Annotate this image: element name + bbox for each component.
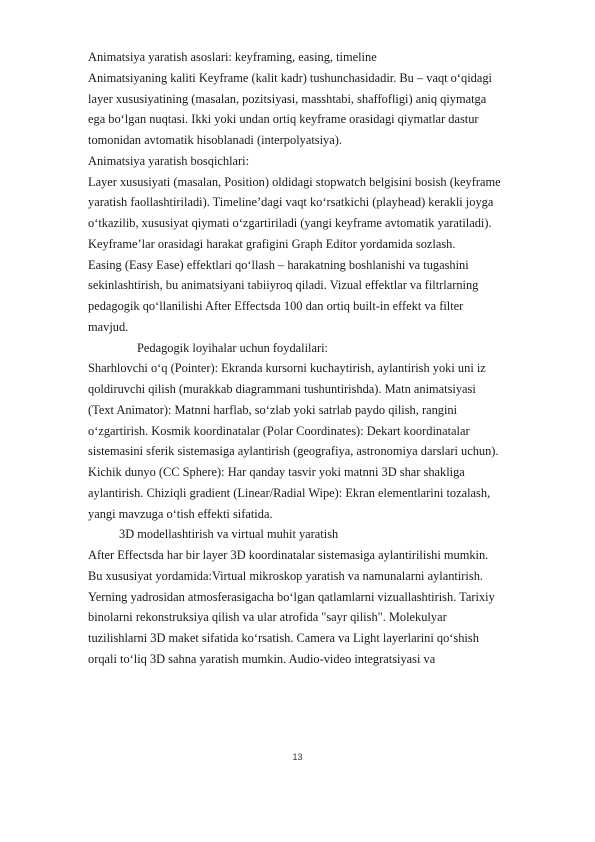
text-line: Kichik dunyo (CC Sphere): Har qanday tasvir yoki matnni 3D shar shakliga [88, 465, 465, 479]
section-heading-3d-modeling: 3D modellashtirish va virtual muhit yaratish [119, 527, 339, 542]
text-line: Easing (Easy Ease) effektlari qo‘llash – harakatning boshlanishi va tugashini [88, 257, 469, 272]
text-line: sistemasini sferik sistemasiga aylantirish (geografiya, astronomiya darslari uchun). [88, 444, 499, 459]
text-line: (Text Animator): Matnni harflab, so‘zlab yoki satrlab paydo qilish, rangini [88, 402, 458, 417]
text-line: sekinlashtirish, bu animatsiyani tabiiyroq qiladi. Vizual effektlar va filtrlarning [88, 278, 479, 293]
text-line: mavjud. [88, 319, 129, 334]
text-line: orqali to‘liq 3D sahna yaratish mumkin. Audio-video integratsiyasi va [88, 651, 436, 666]
page-number: 13 [292, 752, 303, 762]
section-heading-animation-basics: Animatsiya yaratish asoslari: keyframing, easing, timeline [88, 50, 377, 64]
text-line: Layer xususiyati (masalan, Position) oldidagi stopwatch belgisini bosish (keyframe [88, 174, 501, 189]
text-line: Yerning yadrosidan atmosferasigacha bo‘lgan qatlamlarni vizuallashtirish. Tarixiy [88, 589, 495, 604]
subheading-animation-steps: Animatsiya yaratish bosqichlari: [88, 153, 250, 168]
text-line: layer xususiyatining (masalan, pozitsiyasi, masshtabi, shaffofligi) aniq qiymatga [88, 91, 487, 106]
text-line: pedagogik qo‘llanilishi After Effectsda 100 dan ortiq built-in effekt va filter [88, 299, 464, 313]
text-line: Bu xususiyat yordamida:Virtual mikroskop yaratish va namunalarni aylantirish. [88, 568, 483, 583]
text-line: yangi mavzuga o‘tish effekti sifatida. [88, 506, 273, 521]
document-body [88, 47, 558, 670]
text-line: ega bo‘lgan nuqtasi. Ikki yoki undan ortiq keyframe orasidagi qiymatlar dastur [88, 112, 479, 127]
text-line: o‘zgartirish. Kosmik koordinatalar (Polar Coordinates): Dekart koordinatalar [88, 423, 470, 438]
text-line: Sharhlovchi o‘q (Pointer): Ekranda kursorni kuchaytirish, aylantirish yoki uni iz [88, 361, 486, 376]
text-line: Keyframe’lar orasidagi harakat grafigini Graph Editor yordamida sozlash. [88, 236, 456, 251]
text-line: aylantirish. Chiziqli gradient (Linear/Radial Wipe): Ekran elementlarini tozalash, [88, 485, 491, 500]
text-line: tuzilishlarni 3D maket sifatida ko‘rsatish. Camera va Light layerlarini qo‘shish [88, 631, 479, 645]
text-line: qoldiruvchi qilish (murakkab diagrammani tushuntirishda). Matn animatsiyasi [88, 382, 476, 396]
text-line: tomonidan avtomatik hisoblanadi (interpolyatsiya). [88, 133, 342, 147]
text-line: After Effectsda har bir layer 3D koordinatalar sistemasiga aylantirilishi mumkin. [88, 548, 489, 562]
text-line: Animatsiyaning kaliti Keyframe (kalit kadr) tushunchasidadir. Bu – vaqt o‘qidagi [88, 70, 492, 85]
text-line: yaratish faollashtiriladi). Timeline’dagi vaqt ko‘rsatkichi (playhead) kerakli joyga [88, 195, 494, 210]
text-line: binolarni rekonstruksiya qilish va ular atrofida "sayr qilish". Molekulyar [88, 610, 447, 625]
text-line: o‘tkazilib, xususiyat qiymati o‘zgartiriladi (yangi keyframe avtomatik yaratiladi). [88, 216, 492, 230]
subheading-pedagogical-projects: Pedagogik loyihalar uchun foydalilari: [137, 340, 328, 355]
